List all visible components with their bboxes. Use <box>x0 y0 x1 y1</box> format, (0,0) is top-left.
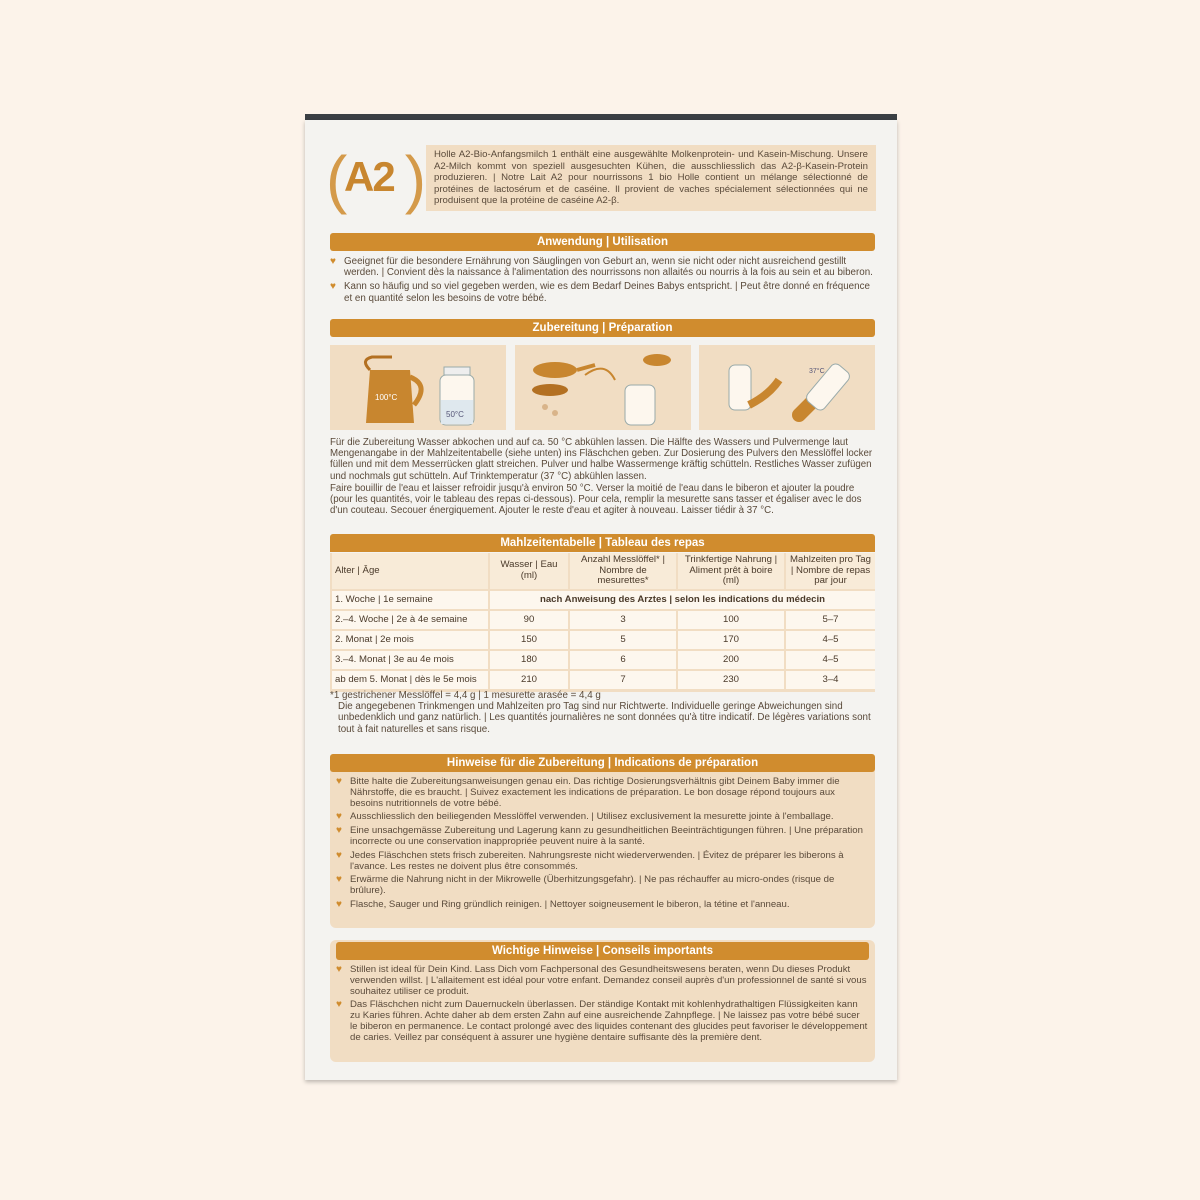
jar-temp-label: 50°C <box>446 410 464 419</box>
table-row <box>331 650 875 670</box>
cell-age: 3.–4. Monat | 3e au 4e mois <box>331 650 489 670</box>
cell-water: 90 <box>489 610 569 630</box>
table-row <box>331 610 875 630</box>
logo-paren-left: ( <box>326 143 348 215</box>
header-age: Alter | Âge <box>331 553 489 590</box>
cell-age: ab dem 5. Monat | dès le 5e mois <box>331 670 489 689</box>
kettle-jar-icon <box>330 345 506 430</box>
cell-meals: 4–5 <box>785 630 875 650</box>
cell-water: 180 <box>489 650 569 670</box>
cell-age: 1. Woche | 1e semaine <box>331 590 489 610</box>
cell-meals: 5–7 <box>785 610 875 630</box>
cell-water: 210 <box>489 670 569 689</box>
anwendung-title: Anwendung | Utilisation <box>330 233 875 251</box>
wichtige-list <box>336 965 869 1047</box>
hinweise-list <box>336 777 869 914</box>
cell-meals: 4–5 <box>785 650 875 670</box>
a2-logo-text: A2 <box>344 153 394 200</box>
hinweise-item: ♥ Bitte halte die Zubereitungsanweisungen genau ein. Das richtige Dosierungsverhältnis gibt Deinem Baby immer die Nährstoffe, die es braucht. | Suivez exactement les indications de préparation. Le bon dosage répond toujours aux besoins nutritionnels de votre bébé. <box>336 777 869 809</box>
kettle-illustration <box>330 345 506 430</box>
cell-scoops: 3 <box>569 610 677 630</box>
wichtige-item: ♥ Das Fläschchen nicht zum Dauernuckeln überlassen. Der ständige Kontakt mit kohlenhydrathaltigen Flüssigkeiten kann zu Karies führen. Achte daher ab dem ersten Zahn auf eine ausreichende Zahnpflege. | Ne laissez pas votre bébé sucer le biberon en permanence. Le contact prolongé avec des liquides contenant des glucides peut favoriser le développement de caries. Veillez par conséquent à assurer une hygiène dentaire suffisante dès la première dent. <box>336 1000 869 1043</box>
anwendung-item: ♥ Geeignet für die besondere Ernährung von Säuglingen von Geburt an, wenn sie nicht oder nicht ausreichend gestillt werden. | Convient dès la naissance à l'alimentation des nourrissons non allaités ou nourris à la fois au sein et au biberon. <box>330 256 875 278</box>
cell-scoops: 7 <box>569 670 677 689</box>
scoop-illustration <box>515 345 691 430</box>
cell-meals: 3–4 <box>785 670 875 689</box>
table-note: Die angegebenen Trinkmengen und Mahlzeiten pro Tag sind nur Richtwerte. Individuelle geringe Abweichungen sind unbedenklich und ganz natürlich. | Les quantités journalières ne sont données qu'à titre indicatif. De légères variations sont tout à fait naturelles et sans risque. <box>338 701 871 735</box>
anwendung-list <box>330 256 875 307</box>
hinweise-item: ♥ Ausschliesslich den beiliegenden Messlöffel verwenden. | Utilisez exclusivement la mesurette jointe à l'emballage. <box>336 812 869 823</box>
kettle-temp-label: 100°C <box>375 393 398 402</box>
hinweise-item: ♥ Jedes Fläschchen stets frisch zubereiten. Nahrungsreste nicht wiederverwenden. | Évitez de préparer les biberons à l'avance. Les restes ne doivent plus être consommés. <box>336 851 869 873</box>
cell-scoops: 5 <box>569 630 677 650</box>
table-footnote-block <box>330 690 875 735</box>
hinweise-item: ♥ Flasche, Sauger und Ring gründlich reinigen. | Nettoyer soigneusement le biberon, la tétine et l'anneau. <box>336 900 869 911</box>
cell-doctor-note: nach Anweisung des Arztes | selon les indications du médecin <box>489 590 875 610</box>
table-title: Mahlzeitentabelle | Tableau des repas <box>330 534 875 552</box>
cell-ready: 230 <box>677 670 785 689</box>
logo-paren-right: ) <box>404 143 426 215</box>
meal-table <box>330 553 875 692</box>
zubereitung-text-de: Für die Zubereitung Wasser abkochen und auf ca. 50 °C abkühlen lassen. Die Hälfte des Wassers und Pulvermenge laut Mengenangabe in der Mahlzeitentabelle (siehe unten) ins Fläschchen geben. Zur Dosierung des Pulvers den Messlöffel locker füllen und mit dem Messerrücken glatt streichen. Pulver und halbe Wassermenge kräftig schütteln. Restliches Wasser zufügen und nochmals gut schütteln. Auf Trinktemperatur (37 °C) abkühlen lassen. <box>330 437 873 482</box>
cell-ready: 170 <box>677 630 785 650</box>
preparation-illustrations <box>330 345 875 430</box>
cell-water: 150 <box>489 630 569 650</box>
cell-ready: 200 <box>677 650 785 670</box>
table-row <box>331 630 875 650</box>
bottle-temp-label: 37°C <box>809 368 825 375</box>
hinweise-item: ♥ Erwärme die Nahrung nicht in der Mikrowelle (Überhitzungsgefahr). | Ne pas réchauffer au micro-ondes (risque de brûlure). <box>336 875 869 897</box>
cell-age: 2. Monat | 2e mois <box>331 630 489 650</box>
table-row <box>331 590 875 610</box>
zubereitung-title: Zubereitung | Préparation <box>330 319 875 337</box>
table-row <box>331 670 875 689</box>
shake-bottle-icon <box>699 345 875 430</box>
cell-scoops: 6 <box>569 650 677 670</box>
zubereitung-text <box>330 437 875 516</box>
anwendung-item: ♥ Kann so häufig und so viel gegeben werden, wie es dem Bedarf Deines Babys entspricht. | Peut être donné en fréquence et en quantité selon les besoins de votre bébé. <box>330 281 875 303</box>
cell-age: 2.–4. Woche | 2e à 4e semaine <box>331 610 489 630</box>
header-ready: Trinkfertige Nahrung | Aliment prêt à boire (ml) <box>677 553 785 590</box>
a2-logo <box>326 143 426 215</box>
zubereitung-text-fr: Faire bouillir de l'eau et laisser refroidir jusqu'à environ 50 °C. Verser la moitié de l'eau dans le biberon et ajouter la poudre (pour les quantités, voir le tableau des repas ci-dessous). Pour cela, remplir la mesurette sans tasser et égaliser avec le dos d'un couteau. Secouer énergiquement. Ajouter le reste d'eau et agiter à nouveau. Laisser tiédir à 37 °C. <box>330 482 862 517</box>
hinweise-title: Hinweise für die Zubereitung | Indications de préparation <box>330 754 875 772</box>
cell-ready: 100 <box>677 610 785 630</box>
table-header-row <box>331 553 875 590</box>
scoop-bottle-icon <box>515 345 691 430</box>
a2-intro-text: Holle A2-Bio-Anfangsmilch 1 enthält eine ausgewählte Molkenprotein- und Kasein-Mischung. Unsere A2-Milch kommt von speziell ausgesuchten Kühen, die ausschliesslich das A2-β-Kasein-Protein produzieren. | Notre Lait A2 pour nourrissons 1 bio Holle contient un mélange sélectionné de protéines de lactosérum et de caséine. Il provient de vaches spécialement sélectionnées qui ne produisent que la protéine de caséine A2-β. <box>426 145 876 211</box>
header-water: Wasser | Eau (ml) <box>489 553 569 590</box>
wichtige-title: Wichtige Hinweise | Conseils importants <box>336 942 869 960</box>
hinweise-item: ♥ Eine unsachgemässe Zubereitung und Lagerung kann zu gesundheitlichen Beeinträchtigungen führen. | Une préparation incorrecte ou une conservation inappropriée peuvent nuire à la santé. <box>336 826 869 848</box>
shake-illustration <box>699 345 875 430</box>
a2-header <box>326 143 876 215</box>
header-meals: Mahlzeiten pro Tag | Nombre de repas par jour <box>785 553 875 590</box>
wichtige-item: ♥ Stillen ist ideal für Dein Kind. Lass Dich vom Fachpersonal des Gesundheitswesens beraten, wenn Du dieses Produkt verwenden willst. | L'allaitement est idéal pour votre enfant. Demandez conseil auprès d'un professionnel de santé si vous souhaitez utiliser ce produit. <box>336 965 869 997</box>
table-footnote: *1 gestrichener Messlöffel = 4,4 g | 1 mesurette arasée = 4,4 g <box>330 690 601 701</box>
header-scoops: Anzahl Messlöffel* | Nombre de mesurettes* <box>569 553 677 590</box>
